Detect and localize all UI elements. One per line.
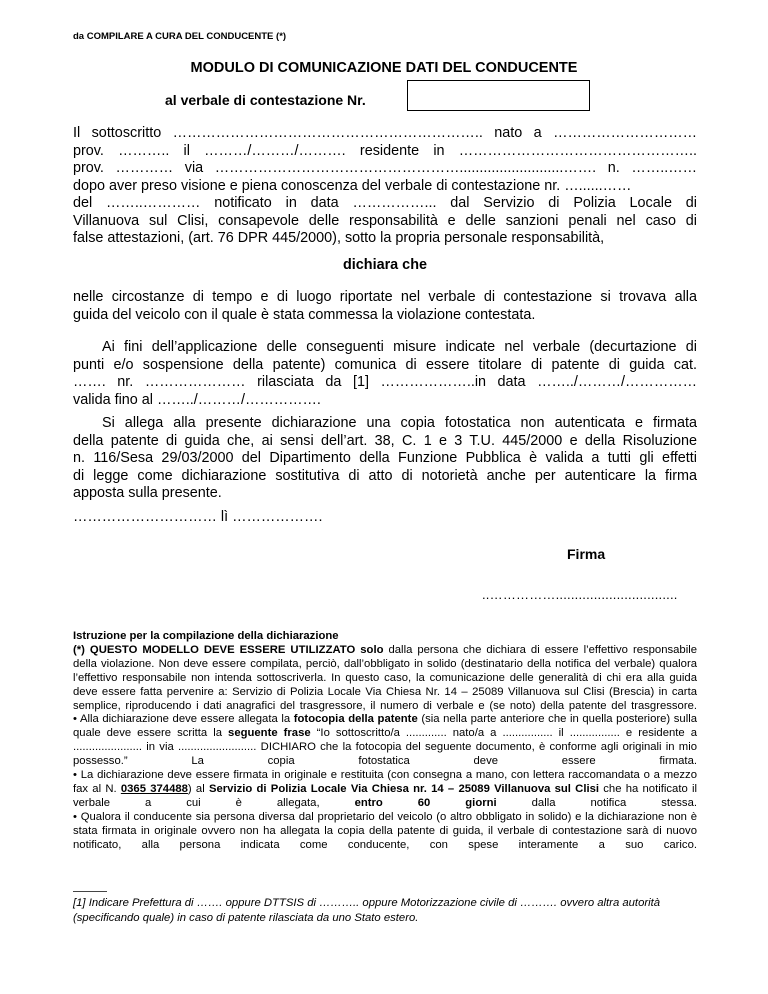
- instructions-p2-c: (sia nella parte anteriore che in quella posteriore) sulla quale deve essere scritta la: [73, 713, 697, 740]
- allega-line: Si allega alla presente dichiarazione una copia fotostatica non autenticata e firmata: [102, 415, 697, 431]
- place-date-line[interactable]: ………………………… lì ……………….: [73, 509, 323, 525]
- instructions-p3-d: che ha notificato il verbale a cui è allegata,: [73, 782, 697, 809]
- instructions-p3-b: ) al: [187, 782, 209, 795]
- header-note: da COMPILARE A CURA DEL CONDUCENTE (*): [73, 31, 287, 42]
- declaration-line: Villanuova sul Clisi, consapevole delle responsabilità e delle sanzioni penali nel caso di: [73, 212, 697, 229]
- declaration-line: false attestazioni, (art. 76 DPR 445/2000), sotto la propria personale responsabilità,: [73, 230, 605, 246]
- circostanze-line: nelle circostanze di tempo e di luogo riportate nel verbale di contestazione si trovava alla: [73, 289, 697, 305]
- patente-line: ……. nr. ………………… rilasciata da [1] ………………..in data ……../………/……………: [73, 374, 697, 390]
- instructions-p3-f: dalla notifica stessa.: [496, 796, 697, 809]
- declaration-line: prov. ………… via ……………………………………………..........................……. n. ……..……: [73, 160, 697, 176]
- instructions-paragraph-1: [73, 644, 697, 714]
- instructions-p3-e: entro 60 giorni: [354, 796, 497, 809]
- instructions-p3-c: Servizio di Polizia Locale Via Chiesa nr. 14 – 25089 Villanuova sul Clisi: [208, 782, 600, 795]
- instructions-p2-e: “Io sottoscritto/a ............. nato/a a ................ il ................ e residente a ...................... in via ......................... DICHIARO che la fotocopia del seguente documento, è conforme agli originali in mio possesso.” La copia fotostatica deve essere firmata.: [73, 727, 697, 768]
- patente-line: valida fino al ……../………/…………….: [73, 391, 321, 408]
- instructions-p2-b: fotocopia della patente: [293, 713, 418, 726]
- instructions-paragraph-2: [73, 713, 697, 769]
- instructions-p2-a: • Alla dichiarazione deve essere allegata la: [73, 713, 294, 726]
- instructions-p3-a: • La dichiarazione deve essere firmata in originale e restituita (con consegna a mano, con lettera raccomandata o a mezzo fax al N.: [73, 769, 697, 795]
- instructions-section: [73, 630, 697, 853]
- footnote: [1] Indicare Prefettura di ……. oppure DTTSIS di ……….. oppure Motorizzazione civile di ………. ovvero altra autorità (specificando quale) in caso di patente rilasciata da uno Stato estero.: [73, 897, 661, 924]
- allega-line: di legge come dichiarazione sostitutiva di atto di notorietà anche per autenticare la firma: [73, 467, 697, 484]
- declaration-line: Il sottoscritto ……………………………………………………….. nato a …………………………: [73, 125, 697, 141]
- patente-line: Ai fini dell’applicazione delle conseguenti misure indicate nel verbale (decurtazione di: [102, 339, 697, 355]
- instructions-p1-text: dalla persona che dichiara di essere l’effettivo responsabile della violazione. Non deve essere compilata, perciò, dall’obbligato in solido (destinatario della notifica del verbale) qualora l’effettivo responsabile non intenda sottoscriverla. In questo caso, la comunicazione delle generalità di chi era alla guida deve essere fatta pervenire a: Servizio di Polizia Locale Via Chiesa Nr. 14 – 25089 Villanuova sul Clisi (Brescia) in carta semplice, riproducendo i dati anagrafici del trasgressore, il numero di verbale e (se noto) della patente del trasgressore.: [73, 643, 698, 712]
- declaration-line: dopo aver preso visione e piena conoscenza del verbale di contestazione nr. …......……: [73, 177, 632, 194]
- form-title: MODULO DI COMUNICAZIONE DATI DEL CONDUCENTE: [190, 60, 578, 76]
- patente-line: punti e/o sospensione della patente) comunica di essere titolare di patente di guida cat.: [73, 356, 697, 373]
- instructions-p2-d: seguente frase: [228, 727, 311, 740]
- instructions-paragraph-3: [73, 769, 697, 811]
- declaration-line: del ……..………… notificato in data ……………... dal Servizio di Polizia Locale di: [73, 195, 697, 211]
- verbale-number-box[interactable]: [407, 80, 590, 111]
- form-subtitle: al verbale di contestazione Nr.: [165, 92, 366, 108]
- allega-paragraph: [73, 415, 697, 503]
- instructions-p1-bold: (*) QUESTO MODELLO DEVE ESSERE UTILIZZATO solo: [73, 643, 384, 656]
- declaration-paragraph: [73, 125, 697, 248]
- allega-line: n. 116/Sesa 29/03/2000 del Dipartimento della Funzione Pubblica è valida a tutti gli effetti: [73, 450, 697, 466]
- instructions-heading: Istruzione per la compilazione della dichiarazione: [73, 630, 339, 642]
- circostanze-paragraph: [73, 289, 697, 324]
- circostanze-line: guida del veicolo con il quale è stata commessa la violazione contestata.: [73, 306, 536, 323]
- firma-signature-line[interactable]: ..……………................................: [482, 587, 678, 602]
- allega-line: della patente di guida che, ai sensi dell’art. 38, C. 1 e 3 T.U. 445/2000 e della Risoluzione: [73, 432, 697, 449]
- patente-paragraph: [73, 339, 697, 409]
- footnote-divider: [73, 891, 107, 892]
- allega-line: apposta sulla presente.: [73, 485, 222, 501]
- declaration-line: prov. ……….. il ………/………/………. residente in …………………………………………..: [73, 142, 697, 159]
- instructions-paragraph-4: • Qualora il conducente sia persona diversa dal proprietario del veicolo (o altro obbligato in solido) e la dichiarazione non è stata firmata in originale ovvero non ha allegata la copia della patente di guida, il verbale di contestazione sarà di nuovo notificato, alla persona indicata come conducente, con spese interamente a suo carico.: [73, 810, 697, 851]
- firma-label: Firma: [567, 546, 606, 562]
- dichiara-heading: dichiara che: [343, 257, 427, 273]
- fax-number: 0365 374488: [120, 782, 188, 795]
